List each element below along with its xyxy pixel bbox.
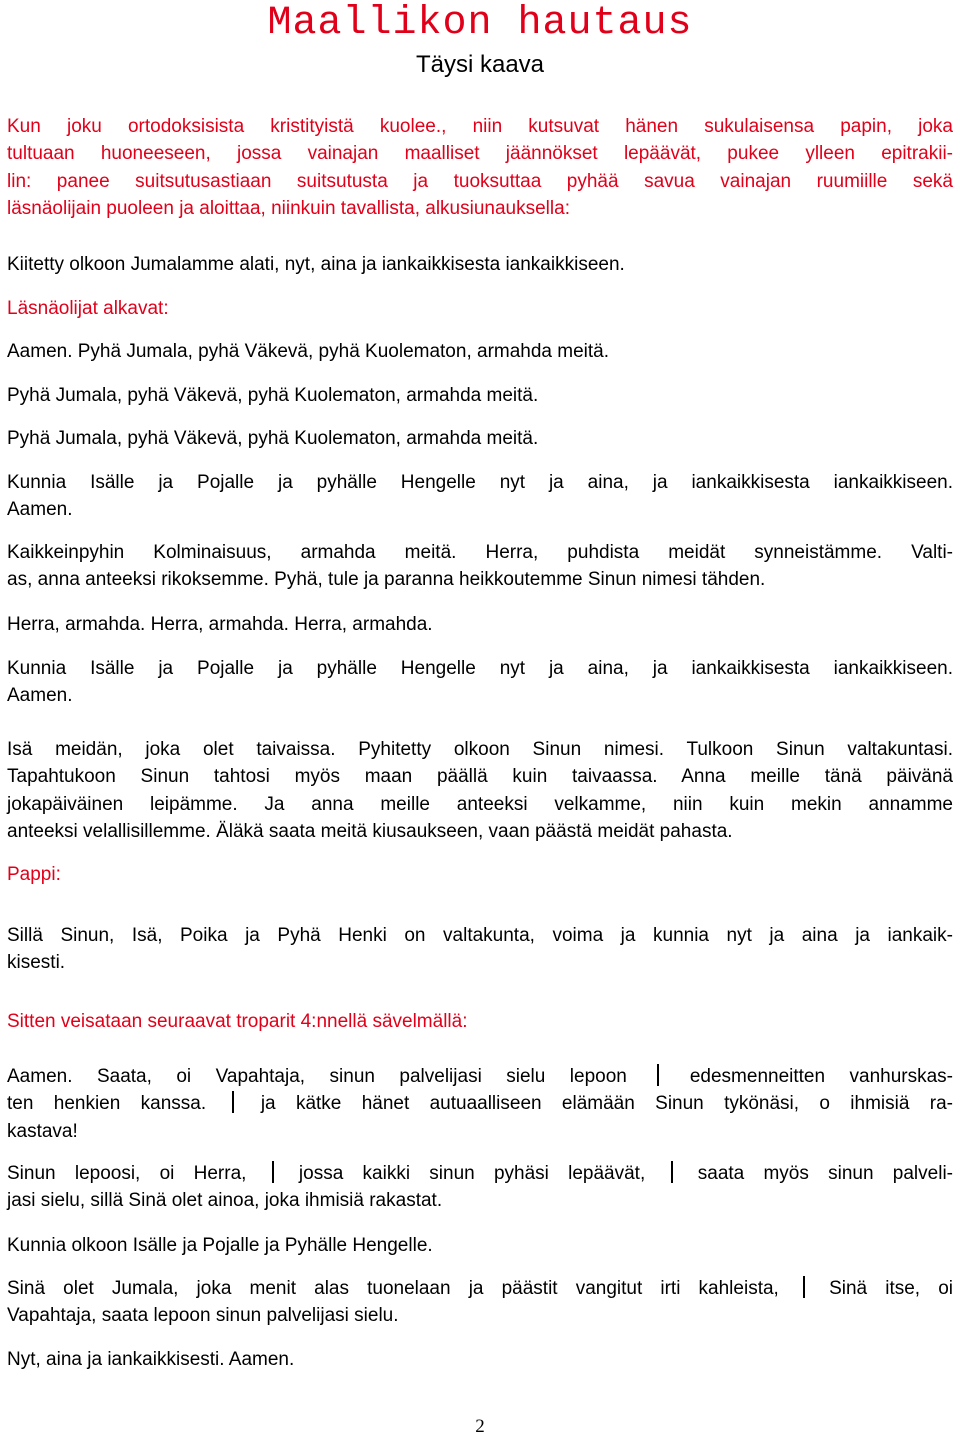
intro-line: tultuaan huoneeseen, jossa vainajan maalliset jäännökset lepäävät, pukee ylleen epitrakii-	[7, 143, 953, 165]
paragraph-text: Kiitetty olkoon Jumalamme alati, nyt, aina ja iankaikkisesta iankaikkiseen.	[7, 254, 625, 275]
troparion-line: Vapahtaja, saata lepoon sinun palvelijasi sielu.	[7, 1305, 399, 1327]
page-number: 2	[475, 1416, 485, 1437]
paragraph-pyha-3	[7, 425, 953, 452]
intro-line: Kun joku ortodoksisista kristityistä kuolee., niin kutsuvat hänen sukulaisensa papin, joka	[7, 116, 953, 137]
verse-divider	[803, 1276, 805, 1298]
troparion-segment: Sinun lepoosi, oi Herra,	[7, 1163, 247, 1184]
page-subtitle: Täysi kaava	[415, 51, 545, 78]
verse-divider	[232, 1091, 234, 1113]
verse-divider	[671, 1161, 673, 1183]
paragraph-kunnia-olkoon	[7, 1232, 953, 1259]
paragraph-gloria-2	[7, 655, 953, 710]
paragraph-line: Aamen.	[7, 685, 73, 707]
troparion-1	[7, 1063, 953, 1145]
paragraph-aamen-pyha	[7, 338, 953, 365]
paragraph-gloria-1	[7, 469, 953, 524]
rubric-lasnaolijat	[7, 295, 953, 322]
troparion-line	[7, 1160, 953, 1187]
paragraph-line: Isä meidän, joka olet taivaissa. Pyhitetty olkoon Sinun nimesi. Tulkoon Sinun valtakuntasi.	[7, 739, 953, 760]
paragraph-line: jokapäiväinen leipämme. Ja anna meille anteeksi velkamme, niin kuin mekin annamme	[7, 793, 953, 815]
rubric-text: Sitten veisataan seuraavat troparit 4:nnellä sävelmällä:	[7, 1011, 468, 1032]
troparion-segment: palveli-	[892, 1163, 953, 1184]
intro-line: lin: panee suitsutusastiaan suitsutusta ja tuoksuttaa pyhää savua vainajan ruumiille sekä	[7, 170, 953, 192]
rubric-troparit	[7, 1008, 953, 1035]
paragraph-text: Nyt, aina ja iankaikkisesti. Aamen.	[7, 1349, 295, 1370]
troparion-segment: ten henkien kanssa.	[7, 1093, 207, 1115]
rubric-text: Pappi:	[7, 864, 61, 885]
paragraph-line: Aamen.	[7, 499, 73, 521]
troparion-2	[7, 1160, 953, 1215]
paragraph-line: anteeksi velallisillemme. Äläkä saata meitä kiusaukseen, vaan päästä meidät pahasta.	[7, 820, 733, 842]
troparion-segment: jossa kaikki sinun pyhäsi lepäävät,	[298, 1163, 646, 1184]
paragraph-text: Herra, armahda. Herra, armahda. Herra, armahda.	[7, 614, 433, 635]
troparion-segment: Aamen. Saata, oi Vapahtaja, sinun palvelijasi sielu lepoon	[7, 1066, 627, 1087]
rubric-pappi	[7, 861, 953, 888]
paragraph-line: kisesti.	[7, 952, 66, 974]
paragraph-line: Kunnia Isälle ja Pojalle ja pyhälle Hengelle nyt ja aina, ja iankaikkisesta iankaikkiseen.	[7, 472, 953, 493]
troparion-segment: ja kätke hänet autuaalliseen elämään Sinun tykönäsi, o ihmisiä ra-	[260, 1093, 953, 1115]
troparion-line: jasi sielu, sillä Sinä olet ainoa, joka ihmisiä rakastat.	[7, 1190, 443, 1212]
troparion-line	[7, 1090, 953, 1117]
paragraph-doxology	[7, 922, 953, 977]
paragraph-kiitetty	[7, 251, 953, 278]
troparion-line	[7, 1275, 953, 1302]
troparion-line	[7, 1063, 953, 1090]
paragraph-text: Pyhä Jumala, pyhä Väkevä, pyhä Kuolematon, armahda meitä.	[7, 385, 539, 406]
paragraph-text: Kunnia olkoon Isälle ja Pojalle ja Pyhälle Hengelle.	[7, 1235, 433, 1256]
paragraph-lords-prayer	[7, 736, 953, 845]
paragraph-pyha-2	[7, 382, 953, 409]
paragraph-line: Kaikkeinpyhin Kolminaisuus, armahda meitä. Herra, puhdista meidät synneistämme. Valti-	[7, 542, 953, 563]
paragraph-line: Tapahtukoon Sinun tahtosi myös maan päällä kuin taivaassa. Anna meille tänä päivänä	[7, 766, 953, 788]
paragraph-line: Sillä Sinun, Isä, Poika ja Pyhä Henki on valtakunta, voima ja kunnia nyt ja aina ja iankaik-	[7, 925, 953, 946]
paragraph-nyt-aina	[7, 1346, 953, 1373]
paragraph-herra-armahda	[7, 611, 953, 638]
page-title: Maallikon hautaus	[267, 1, 693, 46]
troparion-segment: Sinä olet Jumala, joka menit alas tuonelaan ja päästit vangitut irti kahleista,	[7, 1278, 779, 1299]
paragraph-text: Aamen. Pyhä Jumala, pyhä Väkevä, pyhä Kuolematon, armahda meitä.	[7, 341, 610, 362]
paragraph-line: as, anna anteeksi rikoksemme. Pyhä, tule ja paranna heikkoutemme Sinun nimesi tähden.	[7, 569, 766, 591]
troparion-segment: Sinä itse, oi	[829, 1278, 953, 1299]
intro-rubric	[7, 113, 953, 222]
troparion-segment: edesmenneitten vanhurskas-	[689, 1066, 954, 1087]
paragraph-text: Pyhä Jumala, pyhä Väkevä, pyhä Kuolematon, armahda meitä.	[7, 428, 539, 449]
verse-divider	[657, 1064, 659, 1086]
paragraph-trinity-prayer	[7, 539, 953, 594]
troparion-line: kastava!	[7, 1120, 78, 1142]
rubric-text: Läsnäolijat alkavat:	[7, 298, 169, 319]
troparion-segment: saata myös sinun	[697, 1163, 874, 1184]
troparion-3	[7, 1275, 953, 1330]
paragraph-line: Kunnia Isälle ja Pojalle ja pyhälle Hengelle nyt ja aina, ja iankaikkisesta iankaikkiseen.	[7, 658, 953, 679]
verse-divider	[272, 1161, 274, 1183]
intro-line: läsnäolijain puoleen ja aloittaa, niinkuin tavallista, alkusiunauksella:	[7, 197, 570, 219]
